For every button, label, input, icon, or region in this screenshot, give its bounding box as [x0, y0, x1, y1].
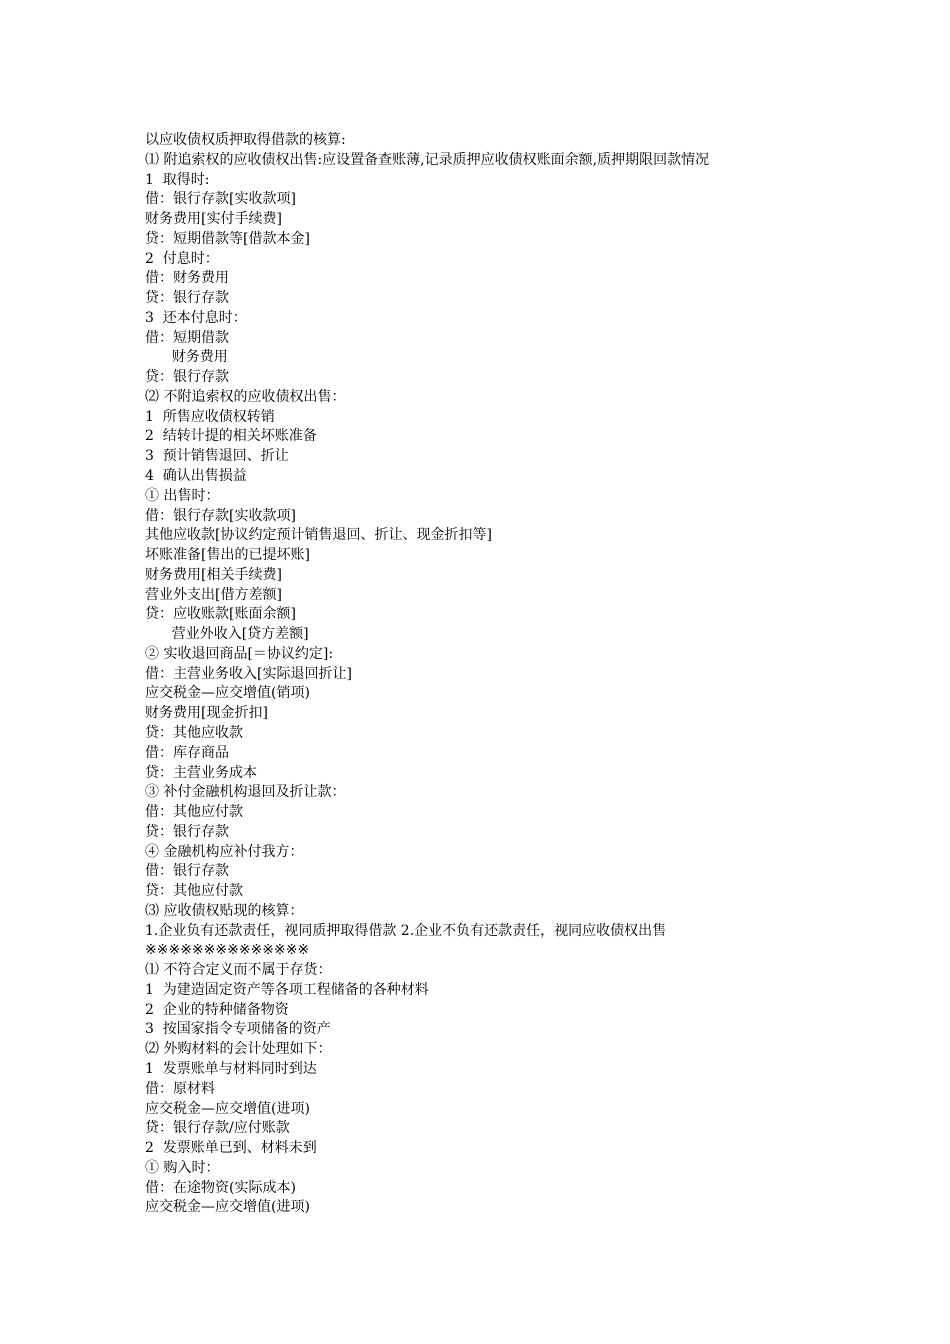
text-line: 财务费用[实付手续费]	[145, 211, 282, 228]
text-line: 借：银行存款	[145, 863, 229, 880]
text-line: 1 发票账单与材料同时到达	[145, 1060, 317, 1077]
text-line: 应交税金—应交增值(销项)	[145, 685, 310, 702]
text-line: ⑴ 附追索权的应收债权出售:应设置备查账薄,记录质押应收债权账面余额,质押期限回款情况	[145, 151, 710, 168]
text-line: ⑴ 不符合定义而不属于存货：	[145, 962, 332, 979]
text-line: 财务费用[相关手续费]	[145, 566, 282, 583]
document-body	[145, 131, 925, 1218]
text-line: 财务费用	[145, 349, 228, 366]
text-line: 1.企业负有还款责任，视同质押取得借款 2.企业不负有还款责任，视同应收债权出售	[145, 922, 667, 939]
text-line: 2 发票账单已到、材料未到	[145, 1140, 317, 1157]
text-line: 其他应收款[协议约定预计销售退回、折让、现金折扣等]	[145, 527, 492, 544]
text-line: 借：银行存款[实收款项]	[145, 191, 296, 208]
text-line: 1 为建造固定资产等各项工程储备的各种材料	[145, 981, 429, 998]
text-line: ① 购入时：	[145, 1159, 220, 1176]
text-line: ⑵ 不附追索权的应收债权出售：	[145, 388, 346, 405]
text-line: 3 还本付息时：	[145, 309, 247, 326]
text-line: 4 确认出售损益	[145, 468, 247, 485]
text-line: 贷：短期借款等[借款本金]	[145, 230, 310, 247]
text-line: 借：银行存款[实收款项]	[145, 507, 296, 524]
text-line: 借：在途物资(实际成本)	[145, 1179, 296, 1196]
text-line: 贷：应收账款[账面余额]	[145, 606, 296, 623]
text-line: ④ 金融机构应补付我方：	[145, 843, 304, 860]
text-line: 2 结转计提的相关坏账准备	[145, 428, 317, 445]
text-line: 1 取得时:	[145, 171, 210, 188]
text-line: 贷：银行存款	[145, 369, 229, 386]
text-line: 贷：银行存款	[145, 290, 229, 307]
text-line: 借：库存商品	[145, 744, 229, 761]
text-line: ⑵ 外购材料的会计处理如下：	[145, 1041, 332, 1058]
text-line: 财务费用[现金折扣]	[145, 705, 268, 722]
text-line: 贷：银行存款/应付账款	[145, 1120, 290, 1137]
text-line: 应交税金—应交增值(进项)	[145, 1100, 310, 1117]
text-line: 借：主营业务收入[实际退回折让]	[145, 665, 352, 682]
text-line: 应交税金—应交增值(进项)	[145, 1199, 310, 1216]
text-line: 3 预计销售退回、折让	[145, 448, 289, 465]
text-line: ① 出售时：	[145, 487, 220, 504]
text-line: 贷：其他应收款	[145, 724, 243, 741]
text-line: 借：原材料	[145, 1080, 215, 1097]
text-line: 贷：其他应付款	[145, 883, 243, 900]
text-line: 营业外收入[贷方差额]	[145, 626, 309, 643]
text-line: 坏账准备[售出的已提坏账]	[145, 547, 310, 564]
text-line: ※※※※※※※※※※※※※※	[145, 942, 310, 959]
text-line: 借：短期借款	[145, 329, 229, 346]
text-line: 1 所售应收债权转销	[145, 408, 275, 425]
text-line: 3 按国家指令专项储备的资产	[145, 1021, 331, 1038]
text-line: 借：其他应付款	[145, 804, 243, 821]
text-line: 贷：主营业务成本	[145, 764, 257, 781]
text-line: 贷：银行存款	[145, 823, 229, 840]
text-line: 以应收债权质押取得借款的核算:	[145, 132, 346, 148]
text-line: ② 实收退回商品[＝协议约定]:	[145, 645, 334, 662]
text-line: 营业外支出[借方差额]	[145, 586, 282, 603]
text-line: 2 付息时：	[145, 250, 219, 267]
text-line: 借：财务费用	[145, 270, 229, 287]
text-line: ⑶ 应收债权贴现的核算：	[145, 902, 304, 919]
text-line: 2 企业的特种储备物资	[145, 1001, 289, 1018]
text-line: ③ 补付金融机构退回及折让款：	[145, 784, 346, 801]
